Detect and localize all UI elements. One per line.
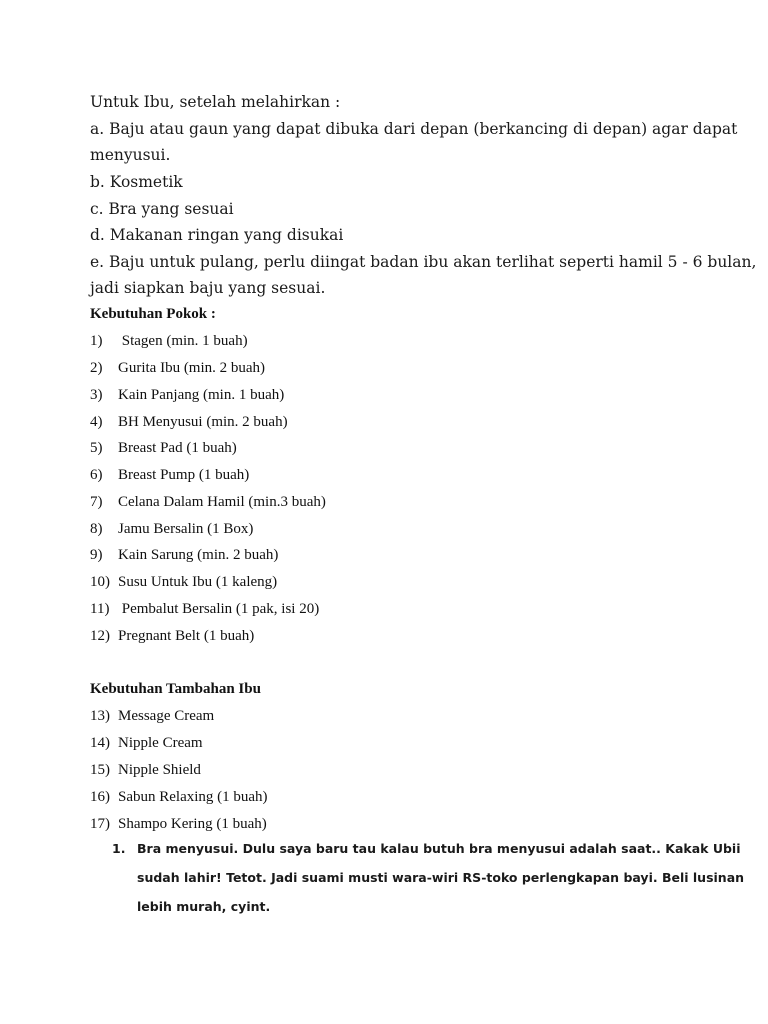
list-item-text: BH Menyusui (min. 2 buah) [118,414,288,430]
list-item-text: Kain Panjang (min. 1 buah) [118,387,285,403]
note-line: sudah lahir! Tetot. Jadi suami musti wara-wiri RS-toko perlengkapan bayi. Beli lusinan [137,870,745,885]
intro-item-a-cont: menyusui. [90,146,171,164]
list-item [90,331,248,351]
list-item-number: 3) [90,387,103,403]
list-item-number: 12) [90,628,110,644]
list-item-number: 8) [90,521,103,537]
note-line: Bra menyusui. Dulu saya baru tau kalau butuh bra menyusui adalah saat.. Kakak Ubii [137,841,741,856]
list-item-text: Susu Untuk Ibu (1 kaleng) [118,574,278,590]
list-item-number: 11) [90,601,110,617]
intro-item-b: b. Kosmetik [90,173,183,191]
list-item-text: Gurita Ibu (min. 2 buah) [118,360,266,376]
intro-item-d: d. Makanan ringan yang disukai [90,226,344,244]
list-item-number: 16) [90,789,110,805]
intro-item-e: e. Baju untuk pulang, perlu diingat badan ibu akan terlihat seperti hamil 5 - 6 bulan, [90,253,757,271]
list-item-text: Shampo Kering (1 buah) [118,816,267,832]
list-item [90,545,278,565]
note-block [112,840,745,920]
note-number: 1. [112,841,126,856]
list-item-text: Nipple Cream [118,735,203,751]
list-item-number: 9) [90,547,103,563]
list-item-number: 14) [90,735,110,751]
list-item-text: Nipple Shield [118,762,201,778]
list-item-text: Sabun Relaxing (1 buah) [118,789,268,805]
list-item [90,599,319,619]
pokok-heading: Kebutuhan Pokok : [90,306,216,322]
list-item [90,385,284,405]
list-item-text: Pembalut Bersalin (1 pak, isi 20) [118,601,320,617]
list-item-number: 5) [90,440,103,456]
intro-item-e-cont: jadi siapkan baju yang sesuai. [90,279,326,297]
list-item [90,733,203,753]
list-item [90,814,267,834]
list-item-text: Breast Pump (1 buah) [118,467,250,483]
list-item-number: 17) [90,816,110,832]
list-item [90,760,201,780]
list-item-text: Jamu Bersalin (1 Box) [118,521,254,537]
list-item [90,706,214,726]
list-item [90,787,268,807]
list-item-number: 7) [90,494,103,510]
list-item-number: 2) [90,360,103,376]
list-item [90,492,326,512]
note-line: lebih murah, cyint. [137,899,271,914]
list-item-text: Celana Dalam Hamil (min.3 buah) [118,494,326,510]
list-item-text: Pregnant Belt (1 buah) [118,628,255,644]
list-item [90,572,277,592]
list-item-number: 4) [90,414,103,430]
list-item [90,412,288,432]
list-item-number: 15) [90,762,110,778]
list-item [90,358,265,378]
list-item-number: 13) [90,708,110,724]
list-item [90,438,237,458]
list-item [90,465,249,485]
list-item-text: Breast Pad (1 buah) [118,440,237,456]
list-item-number: 10) [90,574,110,590]
list-item-text: Message Cream [118,708,215,724]
list-item-number: 6) [90,467,103,483]
intro-title: Untuk Ibu, setelah melahirkan : [90,93,341,111]
list-item-text: Stagen (min. 1 buah) [118,333,248,349]
list-item-text: Kain Sarung (min. 2 buah) [118,547,279,563]
intro-item-a: a. Baju atau gaun yang dapat dibuka dari depan (berkancing di depan) agar dapat [90,120,738,138]
tambahan-heading: Kebutuhan Tambahan Ibu [90,681,261,697]
list-item-number: 1) [90,333,103,349]
list-item [90,519,253,539]
intro-item-c: c. Bra yang sesuai [90,200,234,218]
list-item [90,626,254,646]
